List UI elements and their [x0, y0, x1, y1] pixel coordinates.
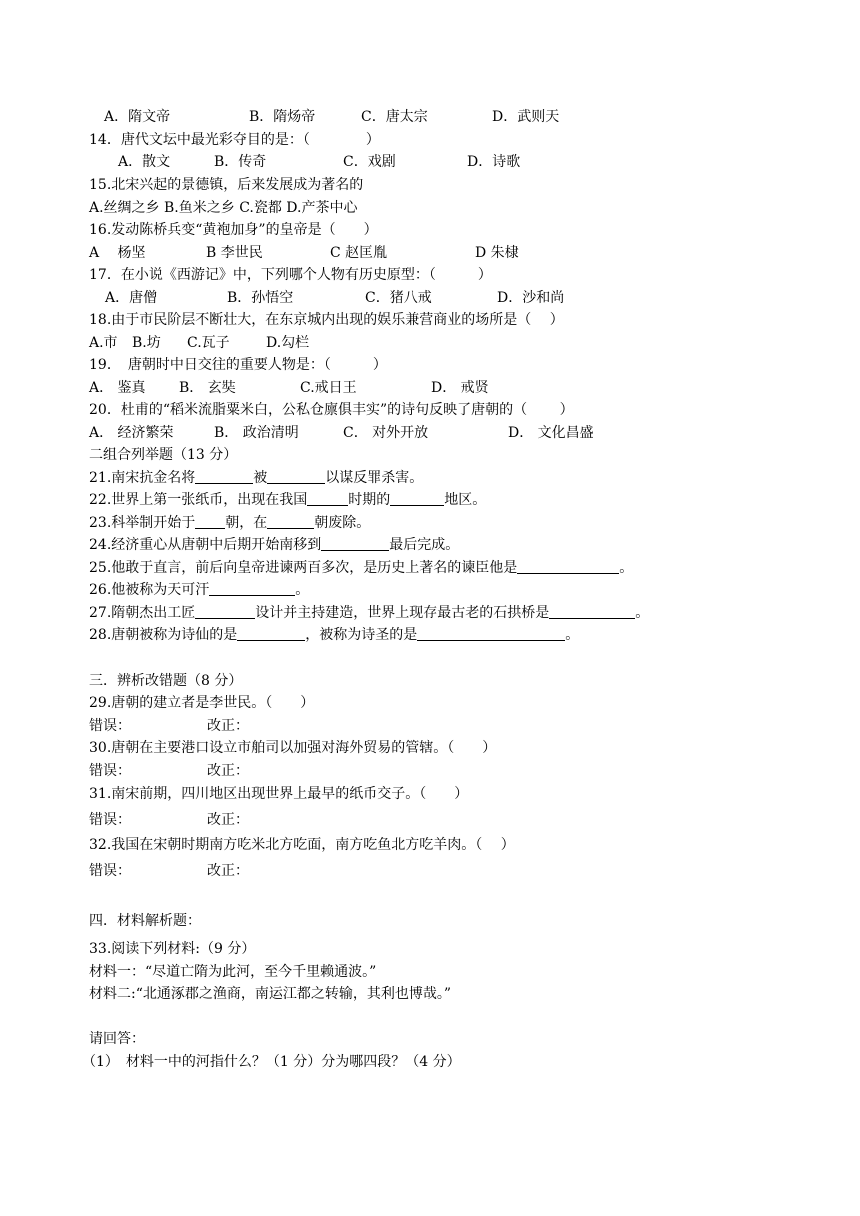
- q33-sub-1: （1） 材料一中的河指什么？（1 分）分为哪四段？（4 分）: [82, 1054, 461, 1070]
- answer-blank[interactable]: [321, 536, 389, 551]
- q30-stem: 30.唐朝在主要港口设立市舶司以加强对海外贸易的管辖。（ ）: [89, 740, 497, 756]
- option-b: B． 政治清明: [214, 425, 299, 441]
- option-c: C.戒日王: [300, 380, 357, 396]
- q14-stem: 14．唐代文坛中最光彩夺目的是：（ ）: [89, 132, 380, 148]
- q16-stem: 16.发动陈桥兵变“黄袍加身”的皇帝是（ ）: [89, 222, 378, 238]
- material-1: 材料一：“尽道亡隋为此河，至今千里赖通波。”: [89, 964, 377, 980]
- answer-blank[interactable]: [209, 581, 295, 596]
- answer-blank[interactable]: [267, 514, 314, 529]
- q29-stem: 29.唐朝的建立者是李世民。（ ）: [89, 695, 315, 711]
- q31-stem: 31.南宋前期，四川地区出现世界上最早的纸币交子。（ ）: [89, 786, 469, 802]
- option-a: A． 经济繁荣: [89, 425, 174, 441]
- answer-blank[interactable]: [195, 469, 253, 484]
- option-a: A． 鉴真: [89, 380, 146, 396]
- answer-blank[interactable]: [237, 626, 305, 641]
- option-b: B．孙悟空: [227, 290, 294, 306]
- q32-answer-line: 错误： 改正：: [89, 863, 249, 879]
- q15-options: A.丝绸之乡 B.鱼米之乡 C.瓷都 D.产茶中心: [89, 200, 358, 216]
- option-d: D．武则天: [492, 109, 560, 125]
- q28: 28.唐朝被称为诗仙的是 ，被称为诗圣的是 。: [89, 627, 580, 643]
- option-c: C．戏剧: [343, 154, 396, 170]
- option-b: B.坊: [132, 335, 161, 351]
- q25: 25.他敢于直言，前后向皇帝进谏两百多次，是历史上著名的谏臣他是 。: [89, 560, 634, 576]
- q22: 22.世界上第一张纸币，出现在我国 时期的 地区。: [89, 492, 487, 508]
- option-a: A.市: [89, 335, 118, 351]
- q19-options: [89, 379, 489, 397]
- q14-options: [118, 153, 521, 171]
- answer-blank[interactable]: [195, 514, 225, 529]
- q18-options: [89, 334, 310, 352]
- answer-blank[interactable]: [549, 604, 635, 619]
- option-d: D． 戒贤: [431, 380, 489, 396]
- material-2: 材料二:“北通涿郡之渔商，南运江都之转输，其利也博哉。”: [89, 986, 452, 1002]
- answer-blank[interactable]: [390, 491, 444, 506]
- q17-options: [105, 289, 565, 307]
- section-2-heading: 二组合列举题（13 分）: [89, 447, 238, 463]
- option-c: C． 对外开放: [343, 425, 429, 441]
- q24: 24.经济重心从唐朝中后期开始南移到 最后完成。: [89, 537, 460, 553]
- option-a: A 杨坚: [89, 245, 146, 261]
- option-a: A．隋文帝: [104, 109, 171, 125]
- option-b: B 李世民: [206, 245, 263, 261]
- option-b: B．传奇: [214, 154, 267, 170]
- option-b: B． 玄奘: [179, 380, 236, 396]
- q20-stem: 20．杜甫的“稻米流脂粟米白，公私仓廪俱丰实”的诗句反映了唐朝的（ ）: [89, 402, 574, 418]
- q15-stem: 15.北宋兴起的景德镇，后来发展成为著名的: [89, 177, 364, 193]
- option-a: A．散文: [118, 154, 171, 170]
- option-a: A．唐僧: [105, 290, 158, 306]
- section-4-heading: 四．材料解析题：: [89, 913, 201, 929]
- option-d: D.勾栏: [266, 335, 310, 351]
- section-3-heading: 三．辨析改错题（8 分）: [89, 673, 243, 689]
- q13-options: [104, 108, 560, 126]
- q27: 27.隋朝杰出工匠 设计并主持建造，世界上现存最古老的石拱桥是 。: [89, 605, 650, 621]
- q23: 23.科举制开始于 朝，在 朝废除。: [89, 515, 371, 531]
- option-c: C．唐太宗: [361, 109, 428, 125]
- q31-answer-line: 错误： 改正：: [89, 812, 249, 828]
- q19-stem: 19． 唐朝时中日交往的重要人物是：（ ）: [89, 357, 387, 373]
- answer-blank[interactable]: [307, 491, 348, 506]
- q18-stem: 18.由于市民阶层不断壮大，在东京城内出现的娱乐兼营商业的场所是（ ）: [89, 312, 564, 328]
- answer-blank[interactable]: [417, 626, 565, 641]
- option-d: D．诗歌: [467, 154, 521, 170]
- q26: 26.他被称为天可汗 。: [89, 582, 310, 598]
- option-d: D． 文化昌盛: [508, 425, 594, 441]
- option-c: C．猪八戒: [365, 290, 432, 306]
- q20-options: [89, 424, 594, 442]
- q16-options: [89, 244, 519, 262]
- answer-prompt: 请回答：: [89, 1031, 145, 1047]
- q17-stem: 17．在小说《西游记》中，下列哪个人物有历史原型：（ ）: [89, 267, 492, 283]
- q32-stem: 32.我国在宋朝时期南方吃米北方吃面，南方吃鱼北方吃羊肉。（ ）: [89, 837, 515, 853]
- answer-blank[interactable]: [517, 559, 619, 574]
- q30-answer-line: 错误： 改正：: [89, 763, 249, 779]
- answer-blank[interactable]: [267, 469, 325, 484]
- answer-blank[interactable]: [195, 604, 255, 619]
- option-d: D 朱棣: [475, 245, 519, 261]
- q29-answer-line: 错误： 改正：: [89, 718, 249, 734]
- option-c: C 赵匡胤: [330, 245, 388, 261]
- option-c: C.瓦子: [187, 335, 230, 351]
- option-d: D．沙和尚: [497, 290, 565, 306]
- q33-stem: 33.阅读下列材料:（9 分）: [89, 941, 256, 957]
- option-b: B．隋炀帝: [249, 109, 316, 125]
- q21: 21.南宋抗金名将 被 以谋反罪杀害。: [89, 470, 424, 486]
